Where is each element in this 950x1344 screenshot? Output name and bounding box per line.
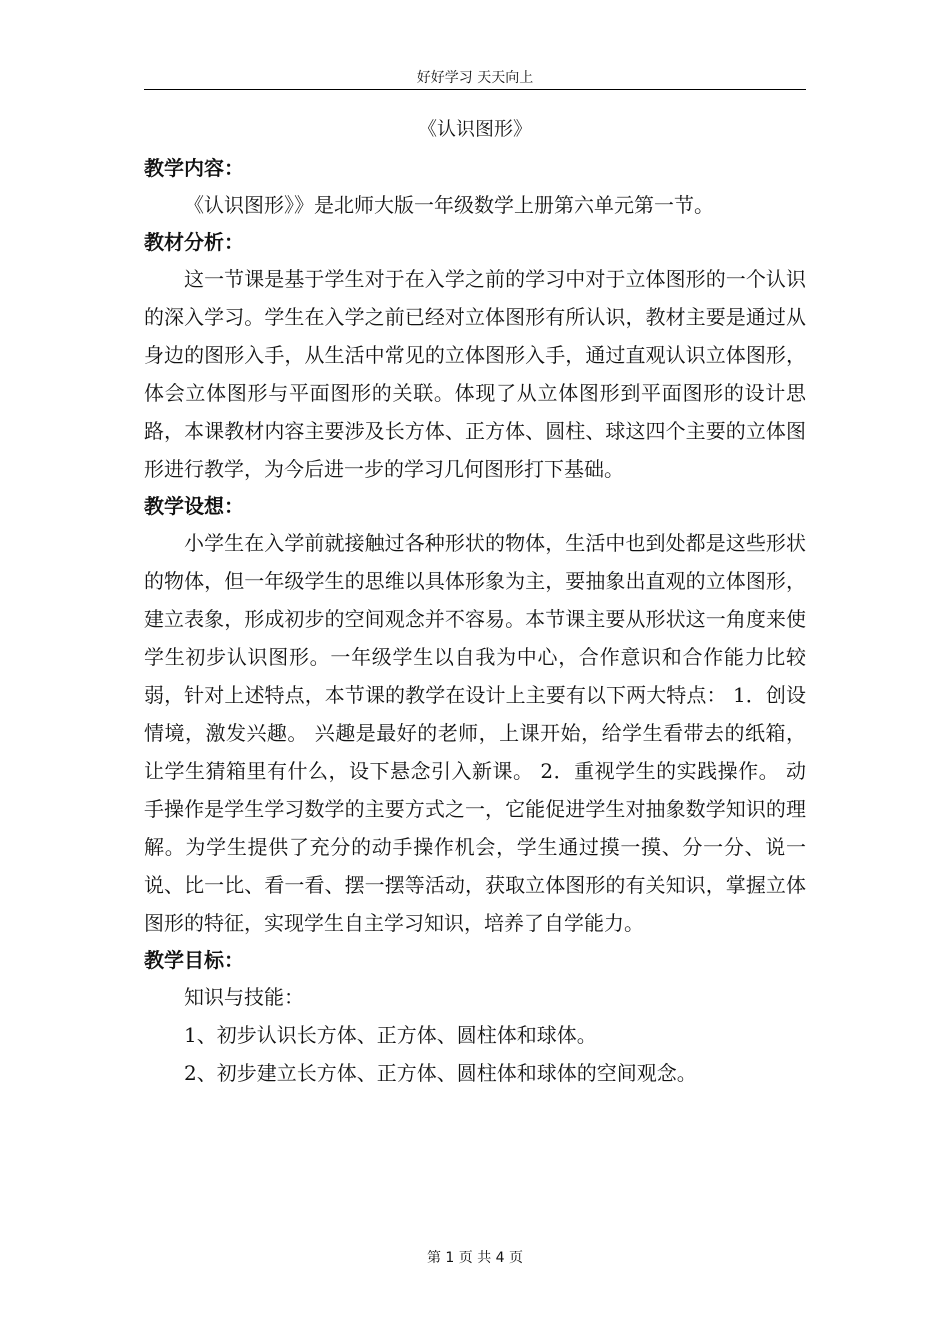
document-body: [144, 112, 806, 1092]
section-heading: 教学内容：: [144, 156, 244, 180]
section-teaching-content: [144, 150, 806, 224]
goal-line: 2、初步建立长方体、正方体、圆柱体和球体的空间观念。: [184, 1061, 697, 1085]
section-teaching-idea: [144, 488, 806, 942]
paragraph: 《认识图形》》是北师大版一年级数学上册第六单元第一节。: [184, 193, 714, 217]
goal-line: 知识与技能：: [184, 985, 304, 1009]
document-title: 《认识图形》: [417, 118, 532, 140]
section-teaching-goals: [144, 942, 806, 1092]
section-heading: 教学设想：: [144, 494, 244, 518]
header-rule: [144, 89, 806, 90]
paragraph: 这一节课是基于学生对于在入学之前的学习中对于立体图形的一个认识的深入学习。学生在入学之前已经对立体图形有所认识，教材主要是通过从身边的图形入手，从生活中常见的立体图形入手，通过直观认识立体图形，体会立体图形与平面图形的关联。体现了从立体图形到平面图形的设计思路，本课教材内容主要涉及长方体、正方体、圆柱、球这四个主要的立体图形进行教学，为今后进一步的学习几何图形打下基础。: [144, 267, 806, 481]
paragraph: 小学生在入学前就接触过各种形状的物体，生活中也到处都是这些形状的物体，但一年级学生的思维以具体形象为主，要抽象出直观的立体图形，建立表象，形成初步的空间观念并不容易。本节课主要从形状这一角度来使学生初步认识图形。一年级学生以自我为中心，合作意识和合作能力比较弱，针对上述特点，本节课的教学在设计上主要有以下两大特点： 1．创设情境，激发兴趣。 兴趣是最好的老师，上课开始，给学生看带去的纸箱，让学生猜箱里有什么，设下悬念引入新课。 2．重视学生的实践操作。 动手操作是学生学习数学的主要方式之一，它能促进学生对抽象数学知识的理解。为学生提供了充分的动手操作机会，学生通过摸一摸、分一分、说一说、比一比、看一看、摆一摆等活动，获取立体图形的有关知识，掌握立体图形的特征，实现学生自主学习知识，培养了自学能力。: [144, 531, 806, 935]
page-header: 好好学习 天天向上: [416, 70, 534, 86]
section-heading: 教材分析：: [144, 230, 244, 254]
section-material-analysis: [144, 224, 806, 488]
section-heading: 教学目标：: [144, 948, 244, 972]
goal-line: 1、初步认识长方体、正方体、圆柱体和球体。: [184, 1023, 597, 1047]
page-footer: 第 1 页 共 4 页: [426, 1250, 524, 1266]
